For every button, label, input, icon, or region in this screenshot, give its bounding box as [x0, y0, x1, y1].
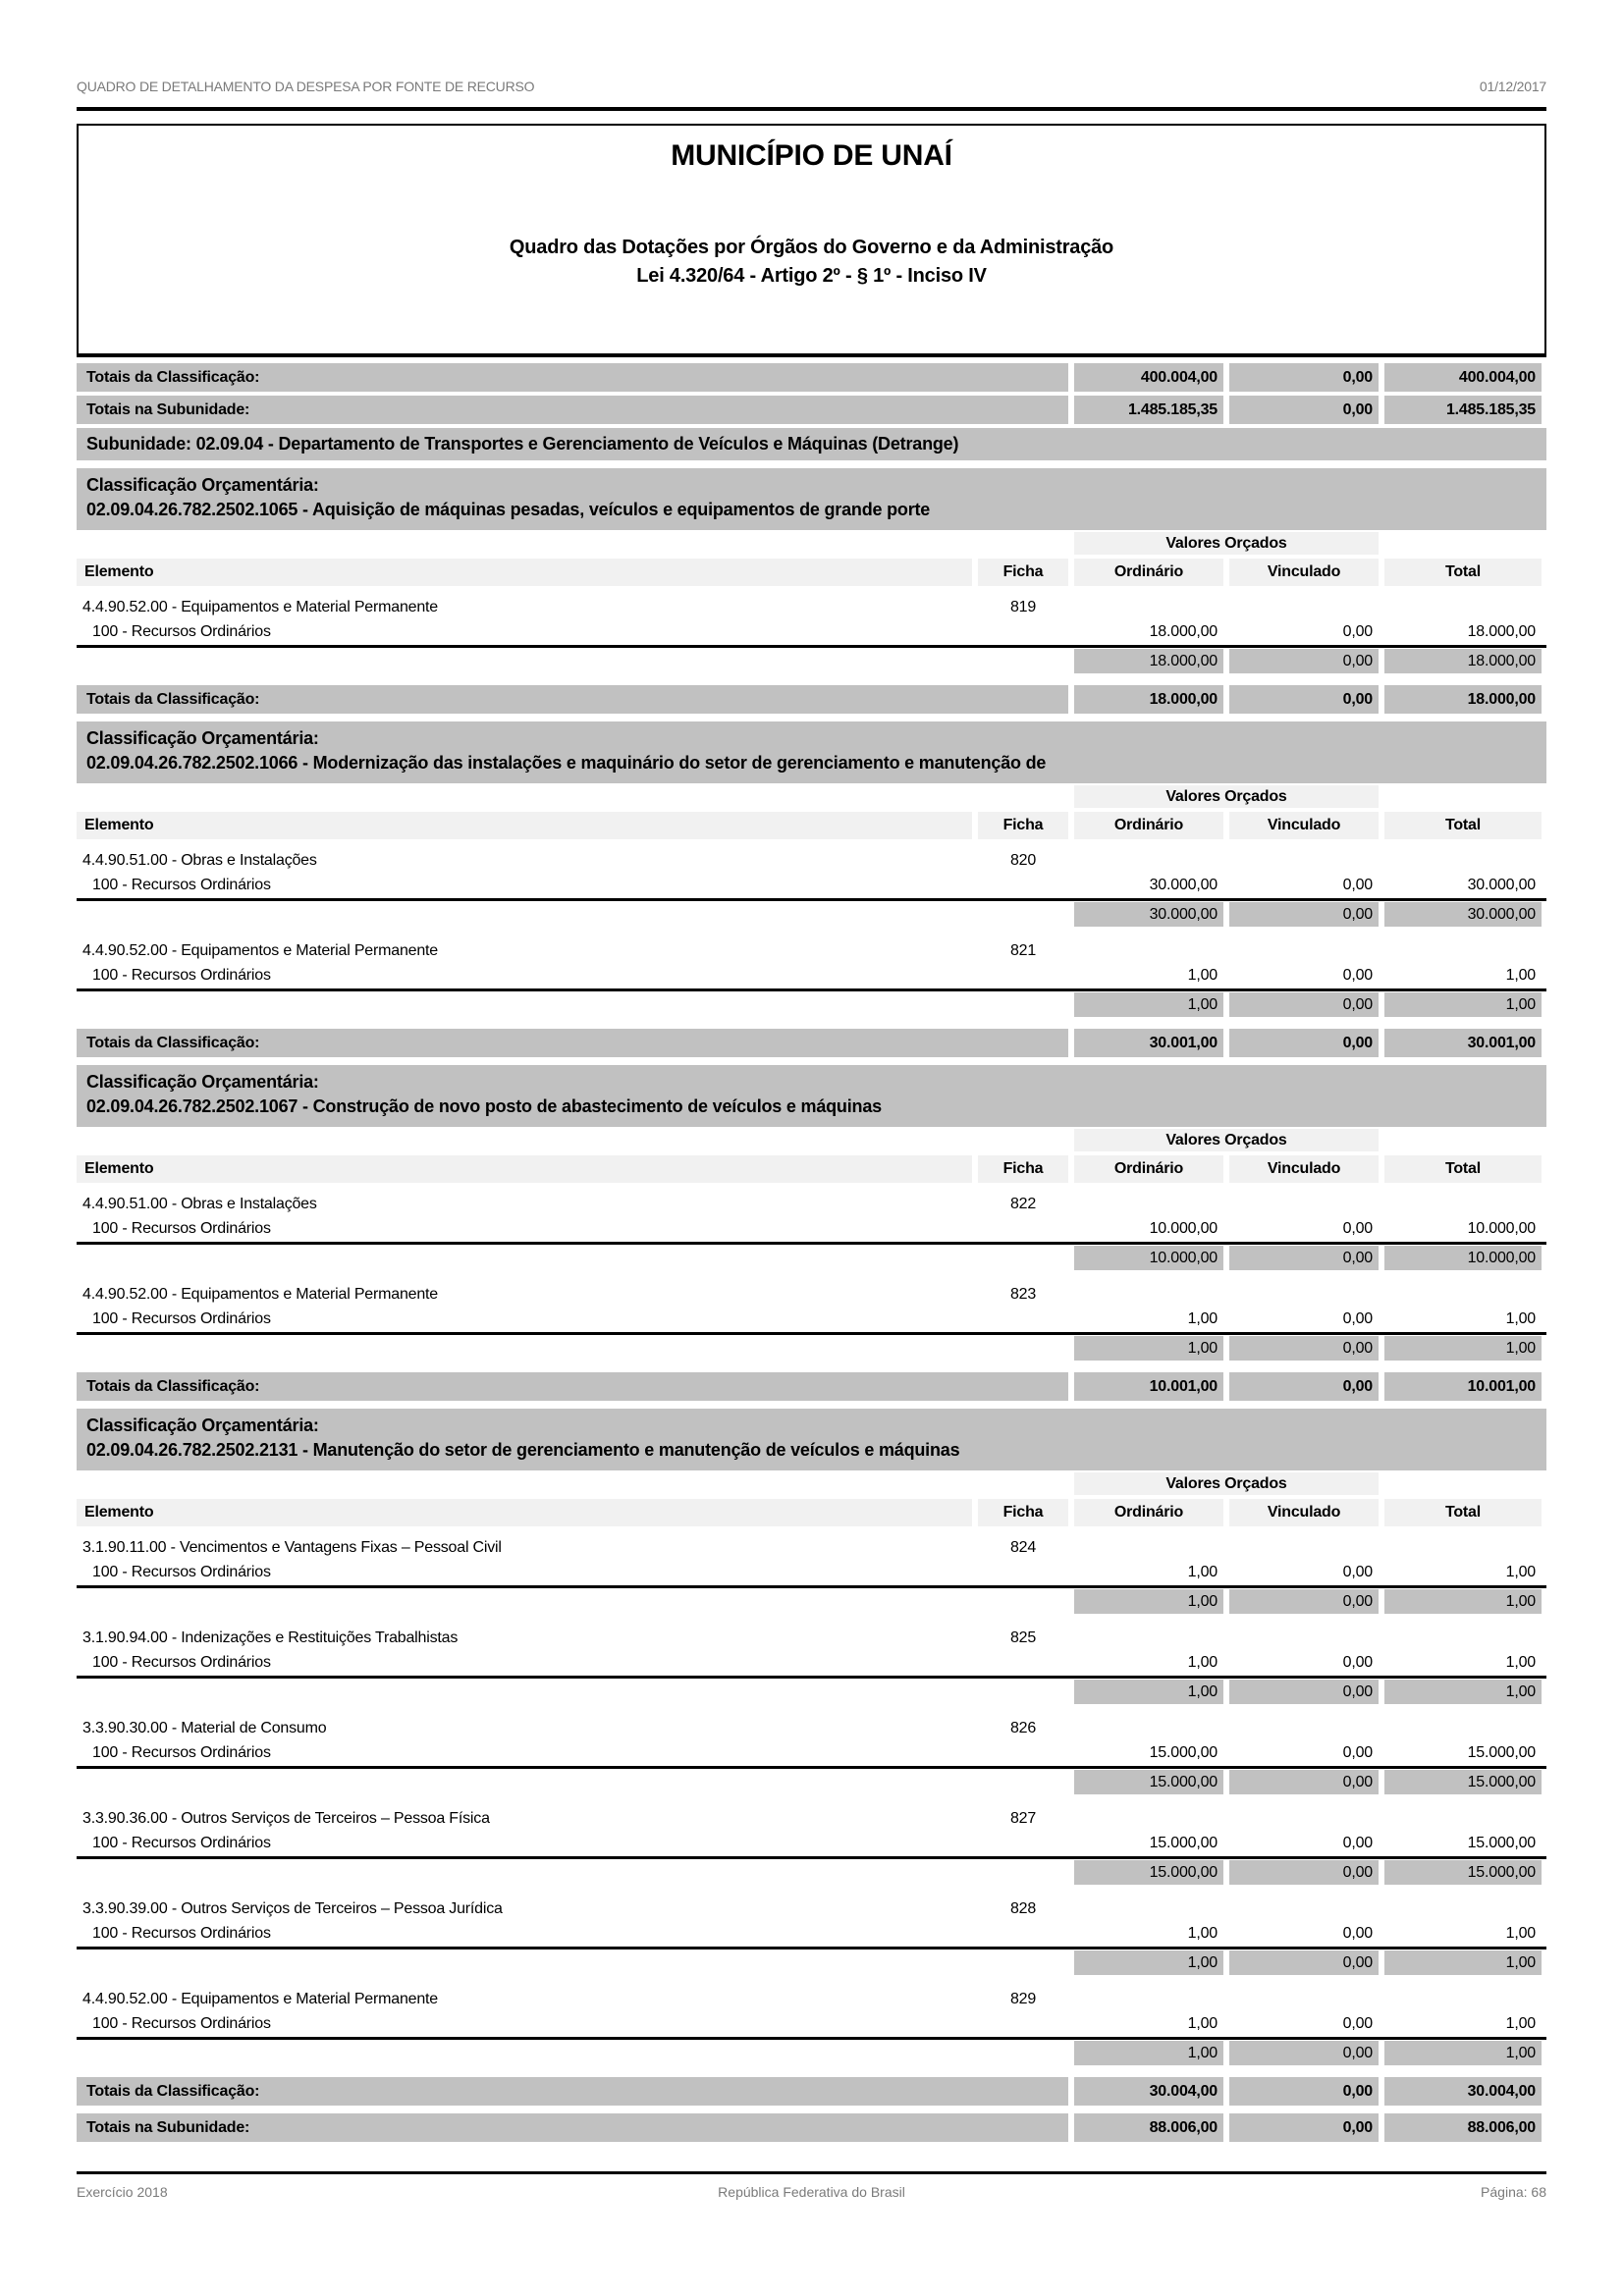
resource-ordinario-value: 1,00	[1187, 1310, 1218, 1327]
subtotal-vinculado-value: 0,00	[1229, 902, 1379, 927]
subtotal-rule	[77, 2037, 1546, 2040]
subtotal-rule	[77, 645, 1546, 648]
subtotal-rule	[77, 988, 1546, 991]
element-name: 3.1.90.11.00 - Vencimentos e Vantagens Fixas – Pessoal Civil	[82, 1539, 502, 1556]
column-header-ficha: Ficha	[978, 559, 1068, 586]
column-header-elemento: Elemento	[77, 812, 972, 839]
resource-name: 100 - Recursos Ordinários	[92, 1744, 271, 1761]
resource-name: 100 - Recursos Ordinários	[92, 1925, 271, 1942]
column-header-ficha: Ficha	[978, 812, 1068, 839]
column-header-row	[77, 1155, 1546, 1183]
header-rule	[77, 107, 1546, 111]
subtotal-vinculado-value: 0,00	[1229, 1950, 1379, 1975]
classification-section	[77, 1409, 1546, 2106]
resource-row	[77, 2011, 1546, 2036]
valores-orcados-header: Valores Orçados	[1074, 532, 1379, 555]
classification-bar-code: 02.09.04.26.782.2502.2131 - Manutenção do setor de gerenciamento e manutenção de veículos e máquinas	[86, 1440, 960, 1460]
column-header-total: Total	[1384, 559, 1542, 586]
valores-orcados-row	[77, 1472, 1546, 1495]
subtotal-ordinario-value: 1,00	[1074, 1589, 1223, 1614]
resource-row	[77, 1831, 1546, 1855]
column-header-total: Total	[1384, 1499, 1542, 1526]
report-title: QUADRO DE DETALHAMENTO DA DESPESA POR FONTE DE RECURSO	[77, 79, 535, 94]
subtotal-total-value: 1,00	[1384, 1589, 1542, 1614]
classification-bar	[77, 721, 1546, 783]
totals-label: Totais da Classificação:	[77, 685, 1068, 714]
classification-bar	[77, 1065, 1546, 1127]
totals-row-classification-2	[77, 1372, 1546, 1401]
totals-row-top-0	[77, 363, 1546, 392]
subtotal-vinculado-value: 0,00	[1229, 2041, 1379, 2065]
resource-total-value: 1,00	[1505, 1310, 1536, 1327]
municipality-title: MUNICÍPIO DE UNAÍ	[671, 139, 952, 172]
element-ficha: 820	[1009, 852, 1037, 869]
resource-name: 100 - Recursos Ordinários	[92, 1310, 271, 1327]
element-name: 4.4.90.52.00 - Equipamentos e Material Permanente	[82, 942, 438, 959]
page-header	[77, 0, 1546, 94]
footer-texts	[77, 2184, 1546, 2200]
subtotal-ordinario-value: 10.000,00	[1074, 1246, 1223, 1270]
resource-total-value: 1,00	[1505, 1925, 1536, 1942]
totals-total-value: 30.001,00	[1384, 1029, 1542, 1057]
element-row	[77, 1535, 1546, 1560]
resource-total-value: 15.000,00	[1467, 1835, 1536, 1851]
resource-vinculado-value: 0,00	[1342, 967, 1373, 984]
resource-row	[77, 1216, 1546, 1241]
column-header-row	[77, 1499, 1546, 1526]
column-header-vinculado: Vinculado	[1229, 812, 1379, 839]
totals-vinculado-value: 0,00	[1229, 2113, 1379, 2142]
column-header-ordinario: Ordinário	[1074, 1155, 1223, 1183]
resource-vinculado-value: 0,00	[1342, 1220, 1373, 1237]
column-header-row	[77, 812, 1546, 839]
totals-row-subunit	[77, 2113, 1546, 2142]
element-row	[77, 938, 1546, 963]
subtotal-ordinario-value: 15.000,00	[1074, 1860, 1223, 1885]
resource-vinculado-value: 0,00	[1342, 1835, 1373, 1851]
element-row	[77, 1282, 1546, 1307]
valores-orcados-header: Valores Orçados	[1074, 1472, 1379, 1495]
totals-total-value: 400.004,00	[1384, 363, 1542, 392]
element-name: 4.4.90.52.00 - Equipamentos e Material Permanente	[82, 599, 438, 615]
totals-ordinario-value: 30.004,00	[1074, 2077, 1223, 2106]
classification-section	[77, 721, 1546, 1057]
classification-bar-code: 02.09.04.26.782.2502.1067 - Construção de novo posto de abastecimento de veículos e máquinas	[86, 1096, 882, 1116]
classification-bar	[77, 468, 1546, 530]
subtotal-ordinario-value: 18.000,00	[1074, 649, 1223, 673]
resource-total-value: 1,00	[1505, 1564, 1536, 1580]
element-ficha: 828	[1009, 1900, 1037, 1917]
totals-total-value: 88.006,00	[1384, 2113, 1542, 2142]
subtotal-total-value: 1,00	[1384, 992, 1542, 1017]
subtotal-rule	[77, 1242, 1546, 1245]
resource-row	[77, 1650, 1546, 1675]
totals-total-value: 30.004,00	[1384, 2077, 1542, 2106]
resource-name: 100 - Recursos Ordinários	[92, 1835, 271, 1851]
resource-vinculado-value: 0,00	[1342, 623, 1373, 640]
resource-name: 100 - Recursos Ordinários	[92, 2015, 271, 2032]
totals-label: Totais da Classificação:	[77, 1372, 1068, 1401]
subtotal-rule	[77, 1856, 1546, 1859]
subtotal-total-value: 1,00	[1384, 1336, 1542, 1361]
totals-ordinario-value: 1.485.185,35	[1074, 396, 1223, 424]
subtotal-vinculado-value: 0,00	[1229, 1770, 1379, 1794]
classification-bar-label: Classificação Orçamentária:	[86, 1415, 319, 1435]
classification-bar-code: 02.09.04.26.782.2502.1066 - Modernização das instalações e maquinário do setor de gerenciamento e manutenção de	[86, 753, 1047, 773]
resource-total-value: 15.000,00	[1467, 1744, 1536, 1761]
totals-vinculado-value: 0,00	[1229, 1372, 1379, 1401]
element-subtotal-row	[77, 1336, 1546, 1361]
column-header-row	[77, 559, 1546, 586]
subtotal-vinculado-value: 0,00	[1229, 992, 1379, 1017]
resource-name: 100 - Recursos Ordinários	[92, 1220, 271, 1237]
subtotal-ordinario-value: 1,00	[1074, 992, 1223, 1017]
subtotal-total-value: 15.000,00	[1384, 1860, 1542, 1885]
totals-row-classification-3	[77, 2077, 1546, 2106]
resource-vinculado-value: 0,00	[1342, 1564, 1373, 1580]
totals-total-value: 10.001,00	[1384, 1372, 1542, 1401]
classification-bar-label: Classificação Orçamentária:	[86, 1072, 319, 1092]
resource-total-value: 1,00	[1505, 1654, 1536, 1671]
resource-ordinario-value: 1,00	[1187, 967, 1218, 984]
subtotal-ordinario-value: 1,00	[1074, 2041, 1223, 2065]
subtotal-total-value: 1,00	[1384, 2041, 1542, 2065]
subtitle-line2: Lei 4.320/64 - Artigo 2º - § 1º - Inciso IV	[636, 265, 987, 287]
element-row	[77, 1716, 1546, 1740]
column-header-ordinario: Ordinário	[1074, 812, 1223, 839]
element-subtotal-row	[77, 992, 1546, 1017]
element-name: 3.3.90.39.00 - Outros Serviços de Terceiros – Pessoa Jurídica	[82, 1900, 503, 1917]
classification-sections	[77, 468, 1546, 2106]
footer-rule	[77, 2171, 1546, 2174]
resource-row	[77, 1560, 1546, 1584]
element-ficha: 823	[1009, 1286, 1037, 1303]
subtotal-total-value: 1,00	[1384, 1680, 1542, 1704]
totals-total-value: 18.000,00	[1384, 685, 1542, 714]
resource-ordinario-value: 15.000,00	[1149, 1835, 1218, 1851]
element-subtotal-row	[77, 1246, 1546, 1270]
resource-total-value: 18.000,00	[1467, 623, 1536, 640]
resource-name: 100 - Recursos Ordinários	[92, 967, 271, 984]
column-header-vinculado: Vinculado	[1229, 1499, 1379, 1526]
valores-orcados-row	[77, 532, 1546, 555]
page-footer	[77, 2171, 1546, 2200]
column-header-ordinario: Ordinário	[1074, 559, 1223, 586]
valores-orcados-header: Valores Orçados	[1074, 785, 1379, 808]
totals-row-classification-0	[77, 685, 1546, 714]
element-subtotal-row	[77, 1860, 1546, 1885]
totals-vinculado-value: 0,00	[1229, 363, 1379, 392]
resource-ordinario-value: 18.000,00	[1149, 623, 1218, 640]
report-date: 01/12/2017	[1479, 79, 1546, 94]
resource-name: 100 - Recursos Ordinários	[92, 877, 271, 893]
element-row	[77, 1806, 1546, 1831]
totals-ordinario-value: 30.001,00	[1074, 1029, 1223, 1057]
subtotal-rule	[77, 898, 1546, 901]
element-row	[77, 1987, 1546, 2011]
subtotal-total-value: 1,00	[1384, 1950, 1542, 1975]
resource-vinculado-value: 0,00	[1342, 1654, 1373, 1671]
report-subtitle	[79, 234, 1544, 291]
subtotal-ordinario-value: 1,00	[1074, 1336, 1223, 1361]
resource-row	[77, 1740, 1546, 1765]
resource-name: 100 - Recursos Ordinários	[92, 1654, 271, 1671]
resource-total-value: 30.000,00	[1467, 877, 1536, 893]
classification-section	[77, 1065, 1546, 1401]
element-name: 3.3.90.36.00 - Outros Serviços de Terceiros – Pessoa Física	[82, 1810, 490, 1827]
subtotal-vinculado-value: 0,00	[1229, 1860, 1379, 1885]
column-header-total: Total	[1384, 1155, 1542, 1183]
valores-orcados-header: Valores Orçados	[1074, 1129, 1379, 1151]
element-name: 4.4.90.52.00 - Equipamentos e Material Permanente	[82, 1286, 438, 1303]
subtotal-rule	[77, 1676, 1546, 1679]
totals-label: Totais na Subunidade:	[77, 396, 1068, 424]
element-subtotal-row	[77, 649, 1546, 673]
element-name: 4.4.90.52.00 - Equipamentos e Material Permanente	[82, 1991, 438, 2007]
valores-orcados-row	[77, 785, 1546, 808]
resource-vinculado-value: 0,00	[1342, 1310, 1373, 1327]
element-subtotal-row	[77, 1680, 1546, 1704]
resource-ordinario-value: 1,00	[1187, 2015, 1218, 2032]
column-header-elemento: Elemento	[77, 559, 972, 586]
element-ficha: 819	[1009, 599, 1037, 615]
classification-bar-code: 02.09.04.26.782.2502.1065 - Aquisição de máquinas pesadas, veículos e equipamentos de grande porte	[86, 500, 931, 519]
resource-total-value: 10.000,00	[1467, 1220, 1536, 1237]
element-name: 4.4.90.51.00 - Obras e Instalações	[82, 1196, 317, 1212]
column-header-ficha: Ficha	[978, 1499, 1068, 1526]
subtotal-ordinario-value: 30.000,00	[1074, 902, 1223, 927]
element-ficha: 821	[1009, 942, 1037, 959]
resource-row	[77, 619, 1546, 644]
column-header-ordinario: Ordinário	[1074, 1499, 1223, 1526]
resource-name: 100 - Recursos Ordinários	[92, 623, 271, 640]
classification-bar-label: Classificação Orçamentária:	[86, 728, 319, 748]
resource-total-value: 1,00	[1505, 2015, 1536, 2032]
totals-label: Totais da Classificação:	[77, 1029, 1068, 1057]
subtotal-total-value: 15.000,00	[1384, 1770, 1542, 1794]
element-row	[77, 1192, 1546, 1216]
subtotal-total-value: 10.000,00	[1384, 1246, 1542, 1270]
subtitle-line1: Quadro das Dotações por Órgãos do Governo e da Administração	[509, 237, 1114, 258]
top-totals-block	[77, 363, 1546, 424]
totals-label: Totais da Classificação:	[77, 363, 1068, 392]
element-ficha: 829	[1009, 1991, 1037, 2007]
element-ficha: 824	[1009, 1539, 1037, 1556]
element-ficha: 822	[1009, 1196, 1037, 1212]
totals-label: Totais na Subunidade:	[77, 2113, 1068, 2142]
subtotal-total-value: 30.000,00	[1384, 902, 1542, 927]
classification-section	[77, 468, 1546, 714]
totals-row-classification-1	[77, 1029, 1546, 1057]
totals-vinculado-value: 0,00	[1229, 685, 1379, 714]
column-header-ficha: Ficha	[978, 1155, 1068, 1183]
subtotal-vinculado-value: 0,00	[1229, 1246, 1379, 1270]
column-header-total: Total	[1384, 812, 1542, 839]
element-subtotal-row	[77, 1770, 1546, 1794]
resource-row	[77, 1307, 1546, 1331]
resource-vinculado-value: 0,00	[1342, 1925, 1373, 1942]
column-header-elemento: Elemento	[77, 1499, 972, 1526]
report-content	[77, 0, 1546, 2146]
totals-vinculado-value: 0,00	[1229, 2077, 1379, 2106]
footer-exercise: Exercício 2018	[77, 2184, 168, 2200]
element-name: 4.4.90.51.00 - Obras e Instalações	[82, 852, 317, 869]
element-ficha: 825	[1009, 1629, 1037, 1646]
title-box	[77, 124, 1546, 357]
subtotal-ordinario-value: 1,00	[1074, 1950, 1223, 1975]
totals-total-value: 1.485.185,35	[1384, 396, 1542, 424]
resource-row	[77, 873, 1546, 897]
resource-vinculado-value: 0,00	[1342, 877, 1373, 893]
subtotal-rule	[77, 1947, 1546, 1949]
subtotal-rule	[77, 1766, 1546, 1769]
subtotal-vinculado-value: 0,00	[1229, 649, 1379, 673]
column-header-vinculado: Vinculado	[1229, 1155, 1379, 1183]
subtotal-vinculado-value: 0,00	[1229, 1589, 1379, 1614]
element-row	[77, 1896, 1546, 1921]
element-subtotal-row	[77, 1950, 1546, 1975]
subtotal-vinculado-value: 0,00	[1229, 1336, 1379, 1361]
resource-row	[77, 963, 1546, 988]
classification-bar-label: Classificação Orçamentária:	[86, 475, 319, 495]
totals-vinculado-value: 0,00	[1229, 1029, 1379, 1057]
totals-ordinario-value: 88.006,00	[1074, 2113, 1223, 2142]
resource-ordinario-value: 10.000,00	[1149, 1220, 1218, 1237]
resource-name: 100 - Recursos Ordinários	[92, 1564, 271, 1580]
element-ficha: 826	[1009, 1720, 1037, 1736]
resource-vinculado-value: 0,00	[1342, 2015, 1373, 2032]
totals-label: Totais da Classificação:	[77, 2077, 1068, 2106]
subunit-totals-block	[77, 2113, 1546, 2142]
element-row	[77, 1626, 1546, 1650]
subtotal-rule	[77, 1332, 1546, 1335]
resource-vinculado-value: 0,00	[1342, 1744, 1373, 1761]
column-header-vinculado: Vinculado	[1229, 559, 1379, 586]
resource-total-value: 1,00	[1505, 967, 1536, 984]
element-row	[77, 595, 1546, 619]
totals-ordinario-value: 18.000,00	[1074, 685, 1223, 714]
subtotal-ordinario-value: 1,00	[1074, 1680, 1223, 1704]
element-subtotal-row	[77, 2041, 1546, 2065]
resource-ordinario-value: 30.000,00	[1149, 877, 1218, 893]
totals-ordinario-value: 10.001,00	[1074, 1372, 1223, 1401]
resource-ordinario-value: 1,00	[1187, 1654, 1218, 1671]
subunit-bar: Subunidade: 02.09.04 - Departamento de Transportes e Gerenciamento de Veículos e Máquinas (Detrange)	[77, 428, 1546, 460]
element-row	[77, 848, 1546, 873]
footer-page-number: Página: 68	[1481, 2184, 1546, 2200]
element-name: 3.1.90.94.00 - Indenizações e Restituições Trabalhistas	[82, 1629, 459, 1646]
subtotal-vinculado-value: 0,00	[1229, 1680, 1379, 1704]
subtotal-rule	[77, 1585, 1546, 1588]
column-header-elemento: Elemento	[77, 1155, 972, 1183]
totals-vinculado-value: 0,00	[1229, 396, 1379, 424]
resource-ordinario-value: 15.000,00	[1149, 1744, 1218, 1761]
resource-row	[77, 1921, 1546, 1946]
classification-bar	[77, 1409, 1546, 1470]
subtotal-total-value: 18.000,00	[1384, 649, 1542, 673]
valores-orcados-row	[77, 1129, 1546, 1151]
element-subtotal-row	[77, 1589, 1546, 1614]
resource-ordinario-value: 1,00	[1187, 1564, 1218, 1580]
element-ficha: 827	[1009, 1810, 1037, 1827]
element-name: 3.3.90.30.00 - Material de Consumo	[82, 1720, 327, 1736]
element-subtotal-row	[77, 902, 1546, 927]
totals-row-top-1	[77, 396, 1546, 424]
subtotal-ordinario-value: 15.000,00	[1074, 1770, 1223, 1794]
totals-ordinario-value: 400.004,00	[1074, 363, 1223, 392]
resource-ordinario-value: 1,00	[1187, 1925, 1218, 1942]
footer-country: República Federativa do Brasil	[718, 2184, 905, 2200]
